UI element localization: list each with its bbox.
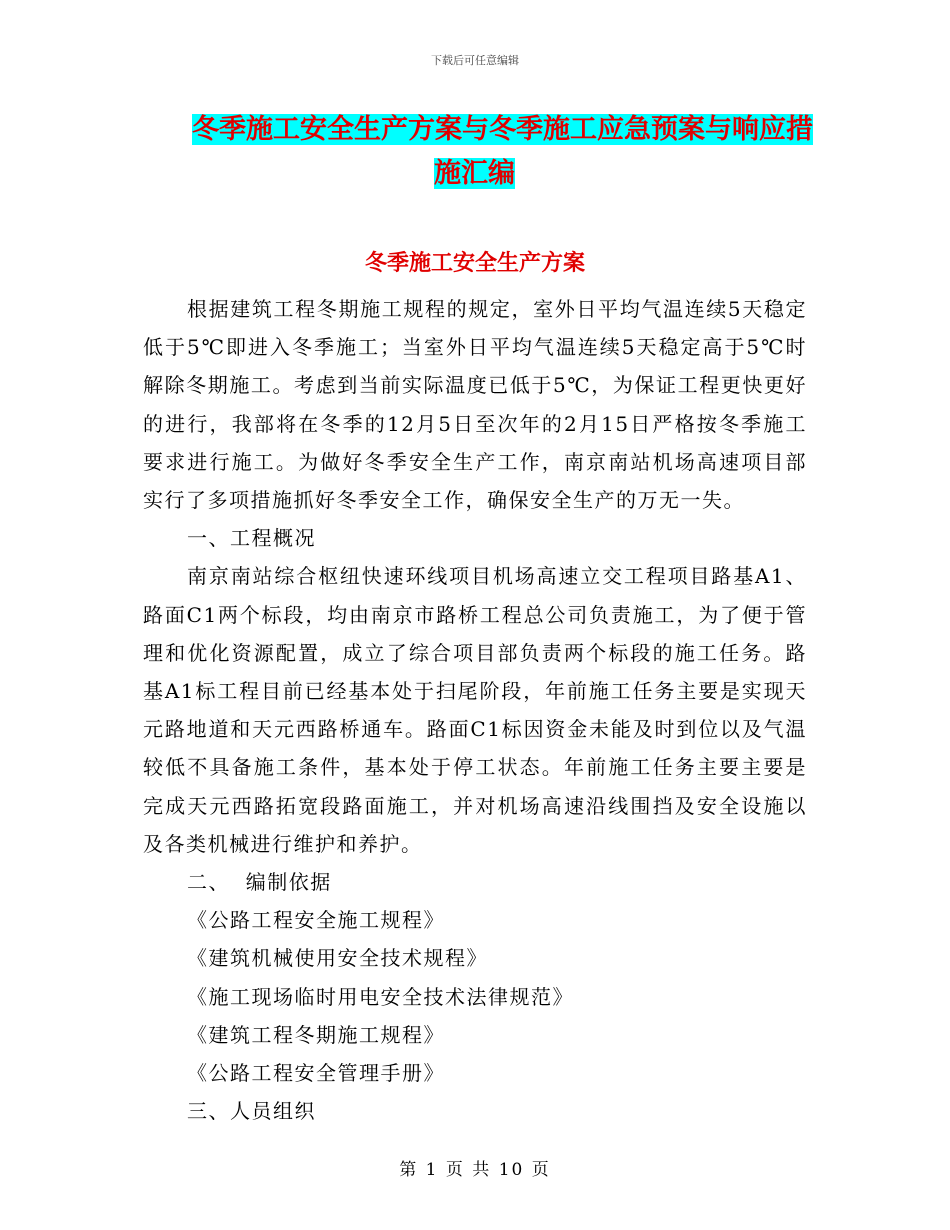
reference-item: 《公路工程安全管理手册》 <box>187 1061 445 1086</box>
heading-project-overview: 一、工程概况 <box>187 526 316 551</box>
paragraph-project-overview: 南京南站综合枢纽快速环线项目机场高速立交工程项目路基A1、路面C1两个标段，均由南京市路桥工程总公司负责施工，为了便于管理和优化资源配置，成立了综合项目部负责两个标段的施工任务。路基A1标工程目前已经基本处于扫尾阶段，年前施工任务主要是实现天元路地道和天元西路桥通车。路面C1标因资金未能及时到位以及气温较低不具备施工条件，基本处于停工状态。年前施工任务主要主要是完成天元西路拓宽段路面施工，并对机场高速沿线围挡及安全设施以及各类机械进行维护和养护。 <box>143 564 807 856</box>
header-note: 下载后可任意编辑 <box>431 54 519 67</box>
page-number: 第 1 页 共 10 页 <box>399 1160 551 1180</box>
paragraph-intro: 根据建筑工程冬期施工规程的规定，室外日平均气温连续5天稳定低于5℃即进入冬季施工；当室外日平均气温连续5天稳定高于5℃时解除冬期施工。考虑到当前实际温度已低于5℃，为保证工程更快更好的进行，我部将在冬季的12月5日至次年的2月15日严格按冬季施工要求进行施工。为做好冬季安全生产工作，南京南站机场高速项目部实行了多项措施抓好冬季安全工作，确保安全生产的万无一失。 <box>143 297 807 513</box>
reference-item: 《建筑工程冬期施工规程》 <box>187 1022 445 1047</box>
document-title <box>192 108 812 196</box>
reference-item: 《公路工程安全施工规程》 <box>187 908 445 933</box>
section-title: 冬季施工安全生产方案 <box>364 251 585 276</box>
heading-personnel: 三、人员组织 <box>187 1099 316 1124</box>
document-body <box>143 290 807 1130</box>
heading-basis: 二、 编制依据 <box>187 870 332 895</box>
document-title-line-1: 冬季施工安全生产方案与冬季施工应急预案与响应措 <box>192 114 813 145</box>
document-title-line-2: 施汇编 <box>434 158 515 189</box>
reference-item: 《施工现场临时用电安全技术法律规范》 <box>187 984 574 1009</box>
reference-item: 《建筑机械使用安全技术规程》 <box>187 946 488 971</box>
